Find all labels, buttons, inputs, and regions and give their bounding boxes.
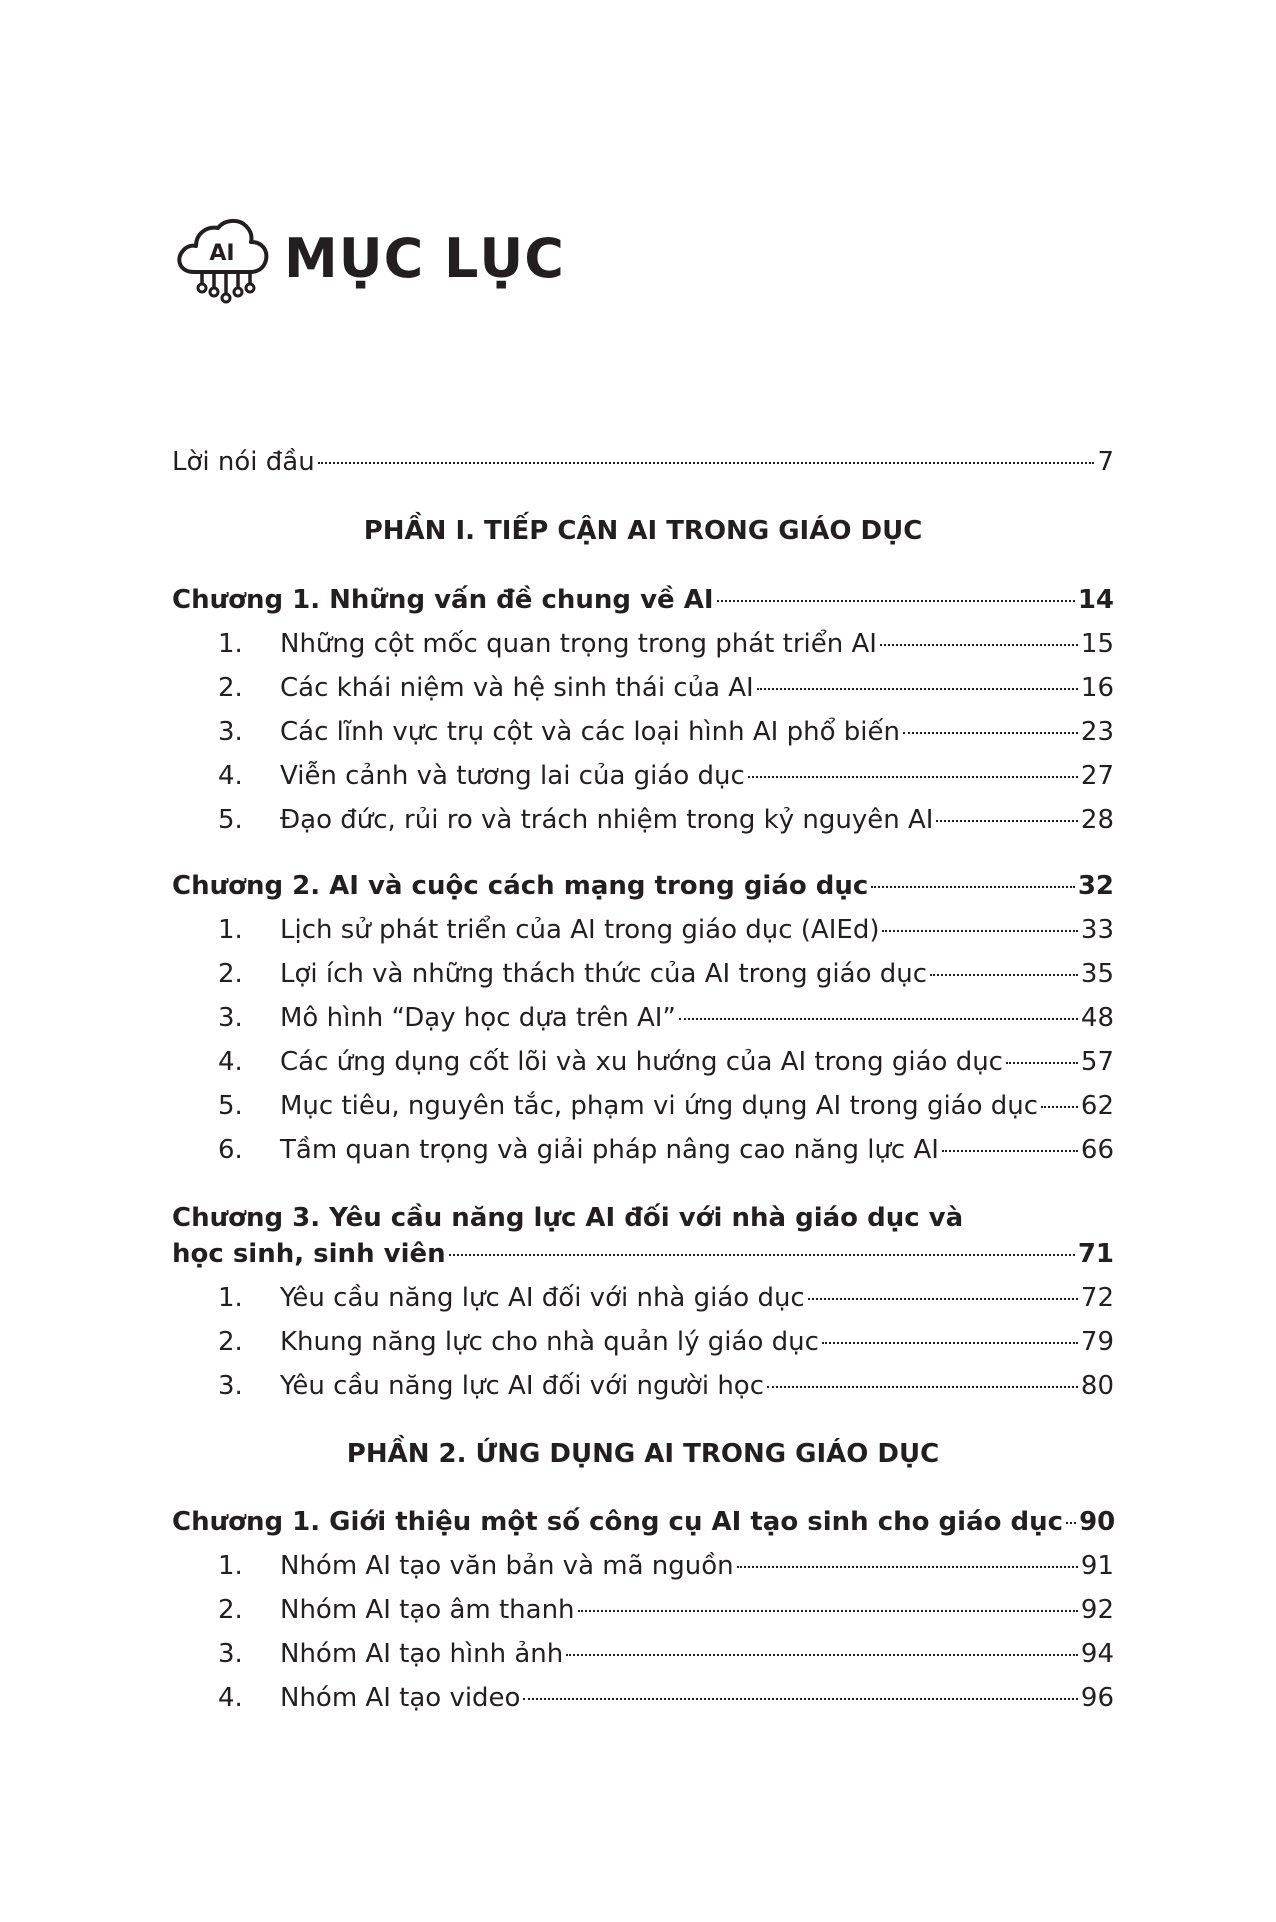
toc-item-label: Những cột mốc quan trọng trong phát triển AI (280, 629, 877, 659)
dot-leader (808, 1298, 1078, 1300)
dot-leader (882, 930, 1077, 932)
toc-item[interactable] (218, 1042, 1114, 1082)
toc-item-page: 96 (1080, 1683, 1114, 1713)
toc-item-page: 62 (1080, 1091, 1114, 1121)
toc-item-number: 1. (218, 915, 243, 945)
toc-item-label: Yêu cầu năng lực AI đối với người học (280, 1371, 764, 1401)
dot-leader (1006, 1062, 1078, 1064)
toc-item[interactable] (218, 1634, 1114, 1674)
toc-item-number: 5. (218, 1091, 243, 1121)
toc-item-label: Các khái niệm và hệ sinh thái của AI (280, 673, 754, 703)
page-header (172, 214, 565, 304)
toc-item-number: 3. (218, 1371, 243, 1401)
dot-leader (1041, 1106, 1078, 1108)
dot-leader (880, 644, 1078, 646)
toc-item-page: 94 (1080, 1639, 1114, 1669)
toc-item-label: Lịch sử phát triển của AI trong giáo dục (AIEd) (280, 915, 880, 945)
toc-item-number: 3. (218, 1639, 243, 1669)
toc-item-number: 5. (218, 805, 243, 835)
toc-item-number: 3. (218, 717, 243, 747)
page-title: MỤC LỤC (284, 227, 565, 290)
toc-item-label: Yêu cầu năng lực AI đối với nhà giáo dục (280, 1283, 805, 1313)
toc-item-number: 1. (218, 1283, 243, 1313)
toc-item-page: 23 (1080, 717, 1114, 747)
toc-item-label: Mục tiêu, nguyên tắc, phạm vi ứng dụng AI trong giáo dục (280, 1091, 1039, 1121)
toc-item-page: 57 (1080, 1047, 1114, 1077)
part-heading: PHẦN 2. ỨNG DỤNG AI TRONG GIÁO DỤC (346, 1439, 940, 1469)
toc-item[interactable] (218, 1130, 1114, 1170)
toc-item-number: 4. (218, 761, 243, 791)
toc-item[interactable] (218, 624, 1114, 664)
toc-item-number: 1. (218, 1551, 243, 1581)
toc-entry-preface[interactable] (172, 442, 1114, 482)
dot-leader (523, 1698, 1077, 1700)
toc-chapter-label-line2: học sinh, sinh viên (172, 1239, 446, 1269)
toc-item-number: 2. (218, 673, 243, 703)
toc-chapter[interactable] (172, 866, 1114, 906)
dot-leader (930, 974, 1078, 976)
dot-leader (942, 1150, 1078, 1152)
toc-item[interactable] (218, 1086, 1114, 1126)
toc-item-page: 72 (1080, 1283, 1114, 1313)
dot-leader (748, 776, 1078, 778)
dot-leader (679, 1018, 1078, 1020)
toc-item-page: 33 (1080, 915, 1114, 945)
toc-chapter-label-line1[interactable]: Chương 3. Yêu cầu năng lực AI đối với nhà giáo dục và (172, 1203, 964, 1233)
toc-item[interactable] (218, 1366, 1114, 1406)
toc-item-page: 80 (1080, 1371, 1114, 1401)
toc-chapter[interactable] (172, 1234, 1114, 1274)
toc-item-number: 2. (218, 1327, 243, 1357)
dot-leader (903, 732, 1078, 734)
toc-item-page: 48 (1080, 1003, 1114, 1033)
toc-item[interactable] (218, 756, 1114, 796)
dot-leader (757, 688, 1078, 690)
toc-item-page: 79 (1080, 1327, 1114, 1357)
ai-cloud-circuit-icon (172, 214, 272, 304)
toc-item-label: Nhóm AI tạo video (280, 1683, 521, 1713)
dot-leader (566, 1654, 1078, 1656)
toc-item-number: 4. (218, 1047, 243, 1077)
toc-chapter-page: 14 (1077, 585, 1114, 615)
toc-item-label: Nhóm AI tạo hình ảnh (280, 1639, 564, 1669)
toc-item-label: Nhóm AI tạo văn bản và mã nguồn (280, 1551, 734, 1581)
toc-item-label: Các lĩnh vực trụ cột và các loại hình AI phổ biến (280, 717, 900, 747)
toc-item-page: 27 (1080, 761, 1114, 791)
toc-item-label: Mô hình “Dạy học dựa trên AI” (280, 1003, 676, 1033)
toc-chapter-page: 90 (1079, 1507, 1116, 1537)
toc-item-number: 1. (218, 629, 243, 659)
toc-item[interactable] (218, 910, 1114, 950)
toc-item[interactable] (218, 1678, 1114, 1718)
toc-item-page: 35 (1080, 959, 1114, 989)
toc-chapter-page: 71 (1077, 1239, 1114, 1269)
toc-chapter[interactable] (172, 1502, 1114, 1542)
toc-item-label: Đạo đức, rủi ro và trách nhiệm trong kỷ nguyên AI (280, 805, 934, 835)
dot-leader (717, 600, 1075, 602)
toc-item[interactable] (218, 1322, 1114, 1362)
toc-item-label: Viễn cảnh và tương lai của giáo dục (280, 761, 745, 791)
toc-item[interactable] (218, 1590, 1114, 1630)
toc-item-number: 2. (218, 959, 243, 989)
toc-item-page: 92 (1080, 1595, 1114, 1625)
dot-leader (1066, 1522, 1076, 1524)
toc-item[interactable] (218, 1546, 1114, 1586)
svg-text:AI: AI (209, 241, 235, 266)
toc-item[interactable] (218, 954, 1114, 994)
toc-item-label: Khung năng lực cho nhà quản lý giáo dục (280, 1327, 819, 1357)
dot-leader (767, 1386, 1078, 1388)
toc-item-number: 3. (218, 1003, 243, 1033)
dot-leader (449, 1254, 1075, 1256)
dot-leader (318, 462, 1095, 464)
toc-item-page: 28 (1080, 805, 1114, 835)
toc-item-label: Tầm quan trọng và giải pháp nâng cao năng lực AI (280, 1135, 939, 1165)
toc-entry-label: Lời nói đầu (172, 447, 315, 477)
toc-chapter-page: 32 (1077, 871, 1114, 901)
toc-item-page: 66 (1080, 1135, 1114, 1165)
toc-item-page: 16 (1080, 673, 1114, 703)
toc-item-label: Nhóm AI tạo âm thanh (280, 1595, 575, 1625)
dot-leader (936, 820, 1077, 822)
toc-item-page: 91 (1080, 1551, 1114, 1581)
toc-item-number: 4. (218, 1683, 243, 1713)
toc-chapter-label: Chương 1. Giới thiệu một số công cụ AI tạo sinh cho giáo dục (172, 1507, 1064, 1537)
toc-item-label: Các ứng dụng cốt lõi và xu hướng của AI trong giáo dục (280, 1047, 1003, 1077)
dot-leader (871, 886, 1074, 888)
toc-item[interactable] (218, 800, 1114, 840)
toc-item[interactable] (218, 668, 1114, 708)
toc-item[interactable] (218, 1278, 1114, 1318)
dot-leader (737, 1566, 1078, 1568)
dot-leader (578, 1610, 1078, 1612)
toc-chapter-label: Chương 2. AI và cuộc cách mạng trong giáo dục (172, 871, 869, 901)
toc-item-label: Lợi ích và những thách thức của AI trong giáo dục (280, 959, 928, 989)
dot-leader (822, 1342, 1078, 1344)
toc-chapter[interactable] (172, 580, 1114, 620)
toc-item-page: 15 (1080, 629, 1114, 659)
toc-item-number: 6. (218, 1135, 243, 1165)
toc-chapter-label: Chương 1. Những vấn đề chung về AI (172, 585, 714, 615)
toc-item-number: 2. (218, 1595, 243, 1625)
part-heading: PHẦN I. TIẾP CẬN AI TRONG GIÁO DỤC (363, 516, 923, 546)
toc-item[interactable] (218, 998, 1114, 1038)
toc-entry-page: 7 (1097, 447, 1114, 477)
toc-item[interactable] (218, 712, 1114, 752)
